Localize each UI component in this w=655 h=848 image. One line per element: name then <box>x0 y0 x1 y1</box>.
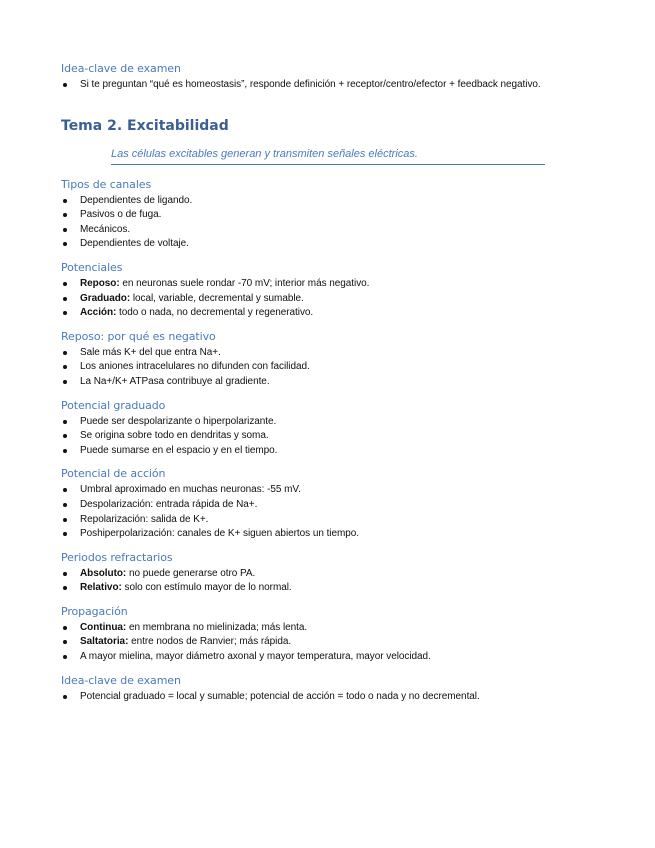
list-item <box>61 346 561 361</box>
list-item <box>61 78 561 93</box>
list-item <box>61 306 561 321</box>
list-item <box>61 415 561 430</box>
list-item-text: todo o nada, no decremental y regenerativo. <box>116 307 314 319</box>
list-item <box>61 513 561 528</box>
list-item <box>61 527 561 542</box>
section-heading: Tipos de canales <box>61 177 152 191</box>
list-item <box>61 650 561 665</box>
list-item <box>61 223 561 238</box>
bullet-list <box>61 277 561 321</box>
section-heading: Potenciales <box>61 260 123 274</box>
topic-title: Tema 2. Excitabilidad <box>61 117 229 134</box>
section-heading: Idea-clave de examen <box>61 62 181 75</box>
list-item-text: Sale más K+ del que entra Na+. <box>80 346 221 358</box>
list-item <box>61 292 561 307</box>
section-heading: Reposo: por qué es negativo <box>61 329 216 343</box>
list-item <box>61 429 561 444</box>
topic-quote: Las células excitables generan y transmiten señales eléctricas. <box>111 148 545 165</box>
bullet-list <box>61 483 561 541</box>
list-item <box>61 237 561 252</box>
list-item-term: Acción: <box>80 307 117 319</box>
list-item <box>61 375 561 390</box>
list-item <box>61 498 561 513</box>
list-item <box>61 444 561 459</box>
list-item <box>61 690 561 705</box>
bullet-list <box>61 567 561 596</box>
document-content <box>61 62 561 704</box>
list-item <box>61 567 561 582</box>
list-item-text: Pasivos o de fuga. <box>80 209 162 221</box>
list-item <box>61 635 561 650</box>
list-item <box>61 208 561 223</box>
list-item <box>61 581 561 596</box>
list-item-term: Reposo: <box>80 277 120 289</box>
list-item-text: Poshiperpolarización: canales de K+ siguen abiertos un tiempo. <box>80 528 360 540</box>
list-item-text: Puede sumarse en el espacio y en el tiempo. <box>80 444 278 456</box>
list-item-text: A mayor mielina, mayor diámetro axonal y mayor temperatura, mayor velocidad. <box>80 651 431 663</box>
list-item-text: Despolarización: entrada rápida de Na+. <box>80 498 258 510</box>
section-heading: Periodos refractarios <box>61 550 173 564</box>
list-item-text: Repolarización: salida de K+. <box>80 513 209 525</box>
list-item-text: local, variable, decremental y sumable. <box>130 292 304 304</box>
list-item-text: Los aniones intracelulares no difunden con facilidad. <box>80 361 310 373</box>
list-item-text: Dependientes de voltaje. <box>80 238 189 250</box>
bullet-list <box>61 346 561 390</box>
list-item <box>61 277 561 292</box>
list-item-text: en neuronas suele rondar -70 mV; interior más negativo. <box>119 277 370 289</box>
list-item-term: Saltatoria: <box>80 636 129 648</box>
list-item <box>61 621 561 636</box>
list-item-text: Se origina sobre todo en dendritas y soma. <box>80 430 269 442</box>
bullet-list <box>61 621 561 665</box>
bullet-list <box>61 194 561 252</box>
list-item-text: en membrana no mielinizada; más lenta. <box>126 621 308 633</box>
list-item-text: La Na+/K+ ATPasa contribuye al gradiente. <box>80 375 270 387</box>
list-item-text: Si te preguntan “qué es homeostasis”, responde definición + receptor/centro/efector + feedback negativo. <box>80 79 541 90</box>
list-item-text: Umbral aproximado en muchas neuronas: -55 mV. <box>80 484 301 496</box>
section-heading: Propagación <box>61 604 128 618</box>
list-item-term: Relativo: <box>80 582 122 594</box>
list-item-term: Continua: <box>80 621 127 633</box>
list-item-text: no puede generarse otro PA. <box>126 567 256 579</box>
list-item-text: Mecánicos. <box>80 223 131 235</box>
bullet-list <box>61 415 561 459</box>
list-item-text: Puede ser despolarizante o hiperpolarizante. <box>80 415 277 427</box>
section-heading: Potencial de acción <box>61 467 166 481</box>
section-heading: Idea-clave de examen <box>61 673 181 687</box>
list-item-term: Absoluto: <box>80 567 127 579</box>
list-item <box>61 360 561 375</box>
list-item-text: Dependientes de ligando. <box>80 194 193 206</box>
section-heading: Potencial graduado <box>61 398 166 412</box>
list-item <box>61 194 561 209</box>
bullet-list <box>61 690 561 705</box>
list-item-text: solo con estímulo mayor de lo normal. <box>121 582 292 594</box>
list-item <box>61 483 561 498</box>
bullet-list <box>61 78 561 93</box>
list-item-text: entre nodos de Ranvier; más rápida. <box>128 636 292 648</box>
list-item-text: Potencial graduado = local y sumable; potencial de acción = todo o nada y no decremental. <box>80 690 480 702</box>
list-item-term: Graduado: <box>80 292 131 304</box>
